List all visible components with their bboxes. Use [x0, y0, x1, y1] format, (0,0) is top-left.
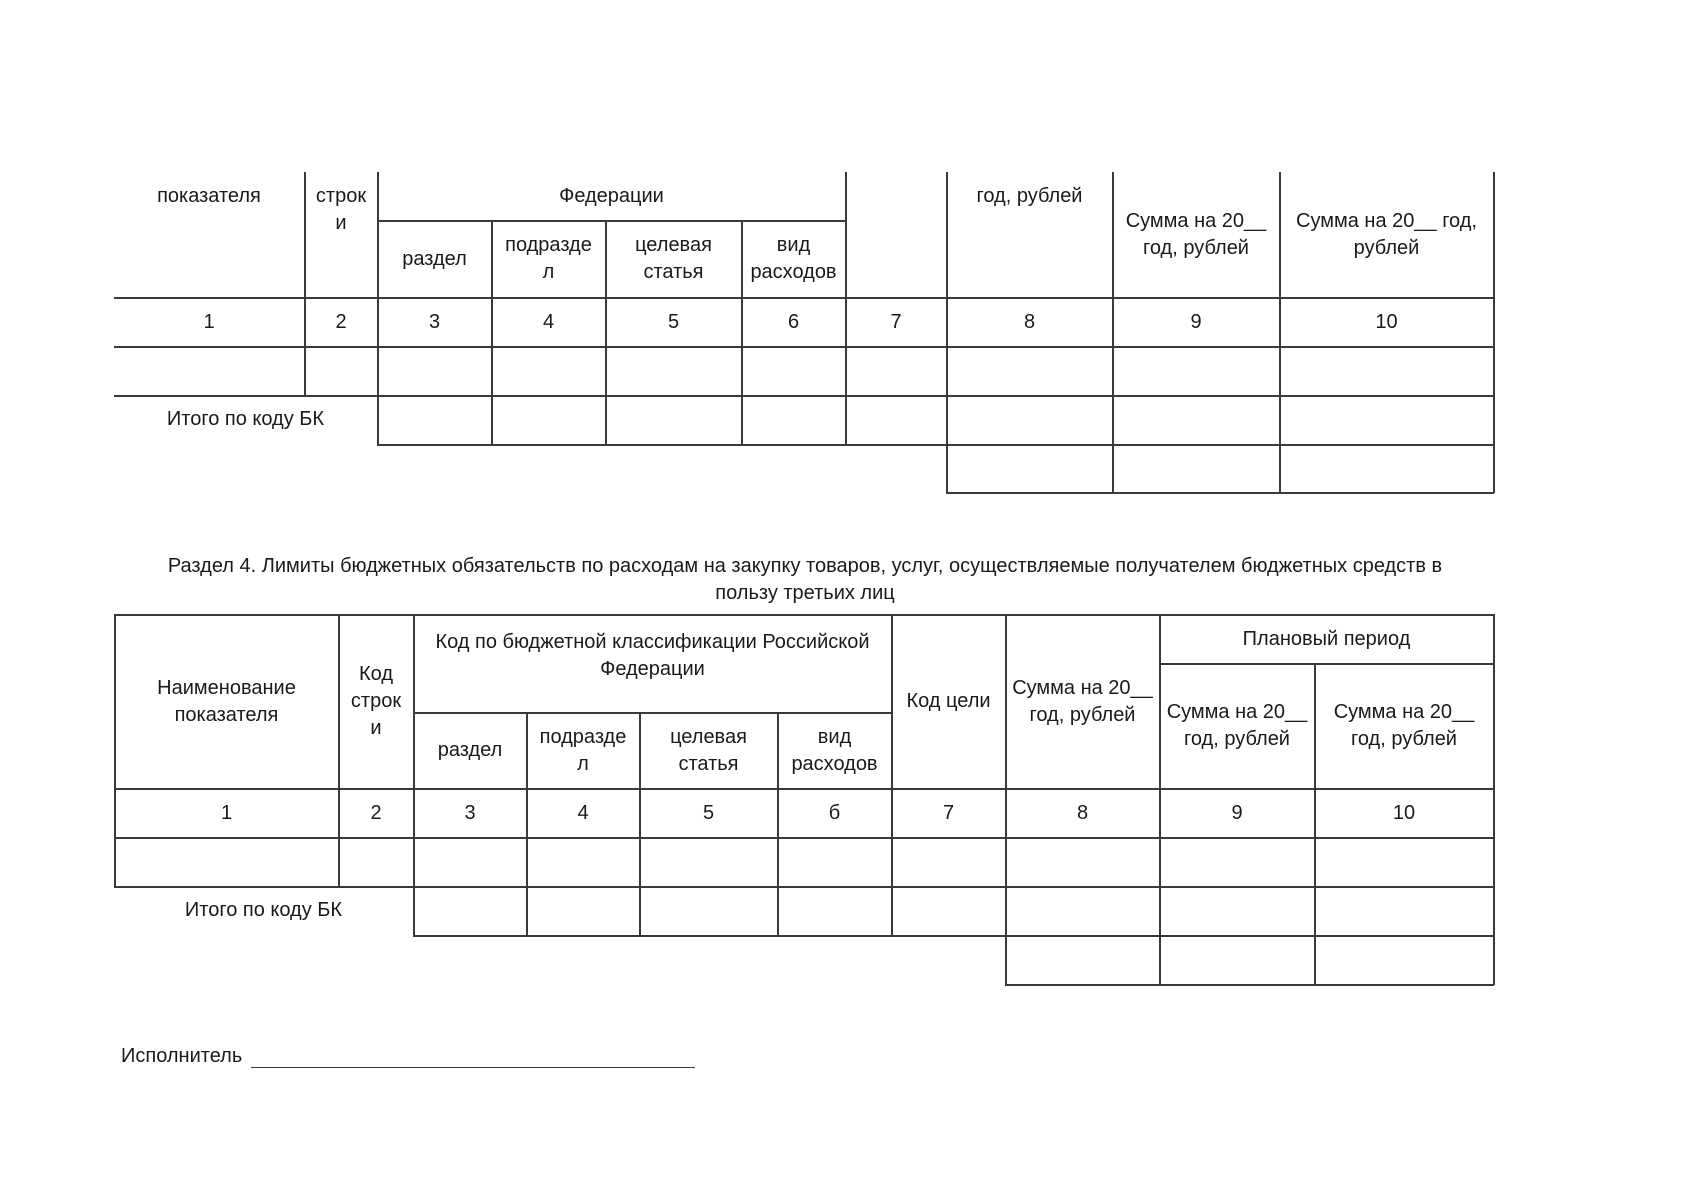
column-number: б [828, 801, 841, 824]
column-number: 1 [220, 801, 233, 824]
header-sum-current: Сумма на 20__ год, рублей [1012, 676, 1153, 726]
total-by-bk-label: Итого по коду БК [166, 408, 325, 430]
column-number: 8 [1076, 801, 1089, 824]
header-bk-group: Код по бюджетной классификации Российской Федерации [435, 631, 870, 680]
column-number: 10 [1392, 801, 1416, 824]
column-number: 7 [942, 801, 955, 824]
executor-signature-line[interactable] [251, 1067, 695, 1068]
column-number: 7 [890, 310, 902, 333]
header-sum-plan-1: Сумма на 20__ год, рублей [1166, 701, 1308, 750]
column-number: 5 [702, 801, 715, 824]
column-number: 8 [1023, 310, 1036, 333]
header-sum-current: год, рублей [976, 185, 1083, 207]
column-number: 4 [577, 801, 589, 824]
header-sum-plan-2: Сумма на 20__ год, рублей [1296, 209, 1477, 259]
column-number: 5 [667, 310, 680, 333]
header-expense-type: вид расходов [791, 725, 878, 775]
header-indicator-name: Наименование показателя [157, 676, 296, 726]
column-number: 4 [542, 310, 555, 333]
header-section: раздел [437, 739, 503, 761]
header-target-item: целевая статья [635, 234, 712, 283]
header-goal-code: Код цели [906, 690, 991, 712]
column-number: 2 [370, 801, 382, 824]
column-number: 3 [428, 310, 441, 333]
header-line-code: строк и [315, 185, 367, 234]
total-by-bk-label: Итого по коду БК [184, 899, 343, 921]
header-section: раздел [402, 247, 467, 270]
column-number: 3 [464, 801, 476, 824]
section-4-title: Раздел 4. Лимиты бюджетных обязательств по расходам на закупку товаров, услуг, осуществляемые получателем бюджетных средств в пользу третьих лиц [167, 555, 1443, 604]
column-number: 9 [1231, 801, 1243, 824]
column-number: 10 [1375, 310, 1398, 333]
header-subsection: подразде л [539, 725, 627, 775]
header-sum-plan-2: Сумма на 20__ год, рублей [1333, 701, 1475, 750]
header-expense-type: вид расходов [750, 234, 837, 283]
column-number: 1 [203, 310, 215, 333]
header-target-item: целевая статья [670, 725, 747, 775]
header-bk-group: Федерации [559, 185, 664, 207]
header-subsection: подразде л [505, 234, 592, 283]
header-plan-period: Плановый период [1242, 627, 1411, 650]
column-number: 9 [1190, 310, 1202, 333]
column-number: 6 [787, 310, 800, 333]
header-line-code: Код строк и [350, 663, 402, 739]
header-sum-plan-1: Сумма на 20__ год, рублей [1125, 209, 1267, 259]
column-number: 2 [335, 310, 347, 333]
header-indicator: показателя [157, 185, 261, 207]
executor-label: Исполнитель [121, 1045, 243, 1067]
